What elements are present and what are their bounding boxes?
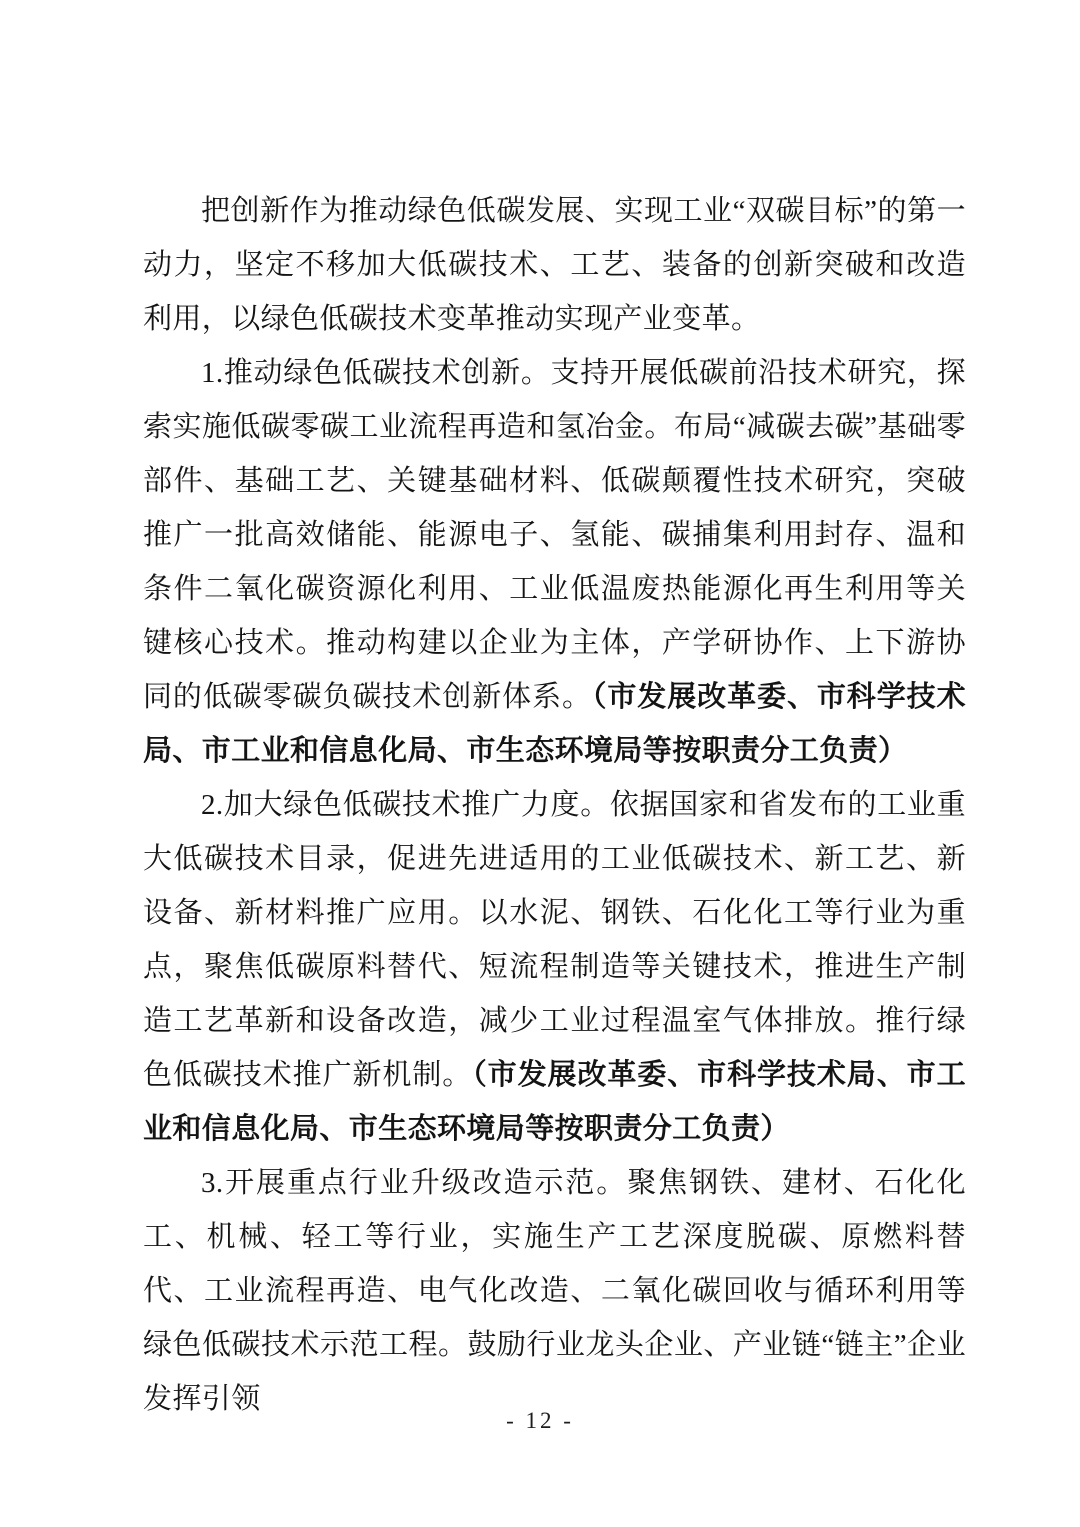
text-segment: 3.开展重点行业升级改造示范。聚焦钢铁、建材、石化化工、机械、轻工等行业，实施生产工艺深度脱碳、原燃料替代、工业流程再造、电气化改造、二氧化碳回收与循环利用等绿色低碳技术示范工程。鼓励行业龙头企业、产业链“链主”企业发挥引领 [143,1167,966,1415]
text-segment: 2.加大绿色低碳技术推广力度。依据国家和省发布的工业重大低碳技术目录，促进先进适用的工业低碳技术、新工艺、新设备、新材料推广应用。以水泥、钢铁、石化化工等行业为重点，聚焦低碳原料替代、短流程制造等关键技术，推进生产制造工艺革新和设备改造，减少工业过程温室气体排放。推行绿色低碳技术推广新机制。 [143,789,966,1091]
responsibility-note: （市发展改革委、市科学技术局、市工业和信息化局、市生态环境局等按职责分工负责） [143,1059,966,1145]
body-paragraph [143,346,966,778]
document-body [143,184,966,1426]
page-number: - 12 - [506,1408,574,1433]
body-paragraph [143,778,966,1156]
text-segment: 1.推动绿色低碳技术创新。支持开展低碳前沿技术研究，探索实施低碳零碳工业流程再造和氢冶金。布局“减碳去碳”基础零部件、基础工艺、关键基础材料、低碳颠覆性技术研究，突破推广一批高效储能、能源电子、氢能、碳捕集利用封存、温和条件二氧化碳资源化利用、工业低温废热能源化再生利用等关键核心技术。推动构建以企业为主体，产学研协作、上下游协同的低碳零碳负碳技术创新体系。 [143,357,966,713]
text-segment: 把创新作为推动绿色低碳发展、实现工业“双碳目标”的第一动力，坚定不移加大低碳技术、工艺、装备的创新突破和改造利用，以绿色低碳技术变革推动实现产业变革。 [143,195,966,335]
body-paragraph [143,184,966,346]
body-paragraph [143,1156,966,1426]
responsibility-note: （市发展改革委、市科学技术局、市工业和信息化局、市生态环境局等按职责分工负责） [143,681,966,767]
